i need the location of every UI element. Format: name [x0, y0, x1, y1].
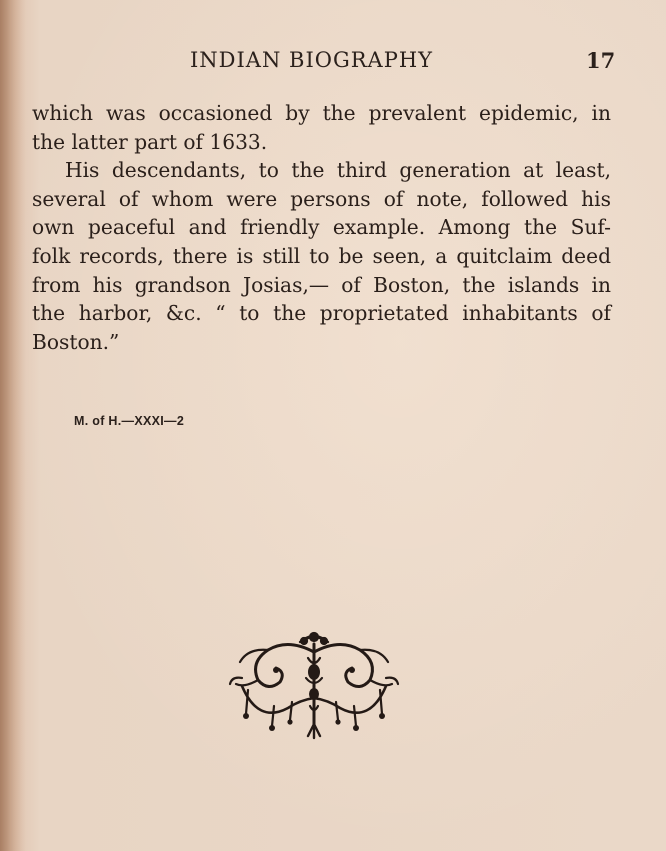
page-gutter-shadow	[0, 0, 26, 851]
text-line: from his grandson Josias,— of Boston, the islands in	[32, 272, 611, 297]
text-line: several of whom were persons of note, followed his	[32, 186, 611, 211]
text-line: His descendants, to the third generation at least,	[65, 158, 611, 183]
text-line: Boston.”	[32, 329, 120, 354]
paragraph-2	[32, 156, 611, 356]
signature-mark: M. of H.—XXXI—2	[74, 414, 185, 428]
text-line: the latter part of 1633.	[32, 129, 268, 154]
running-head: INDIAN BIOGRAPHY	[190, 48, 434, 72]
paragraph-1	[32, 99, 611, 156]
text-line: own peaceful and friendly example. Among the Suf-	[32, 215, 611, 240]
text-line: the harbor, &c. “ to the proprietated inhabitants of	[32, 301, 611, 326]
text-line: folk records, there is still to be seen, a quitclaim deed	[32, 243, 611, 268]
floral-tailpiece-ornament-icon	[228, 628, 400, 740]
text-line: which was occasioned by the prevalent epidemic, in	[32, 101, 611, 125]
page-number: 17	[586, 48, 616, 73]
body-text	[32, 99, 611, 356]
